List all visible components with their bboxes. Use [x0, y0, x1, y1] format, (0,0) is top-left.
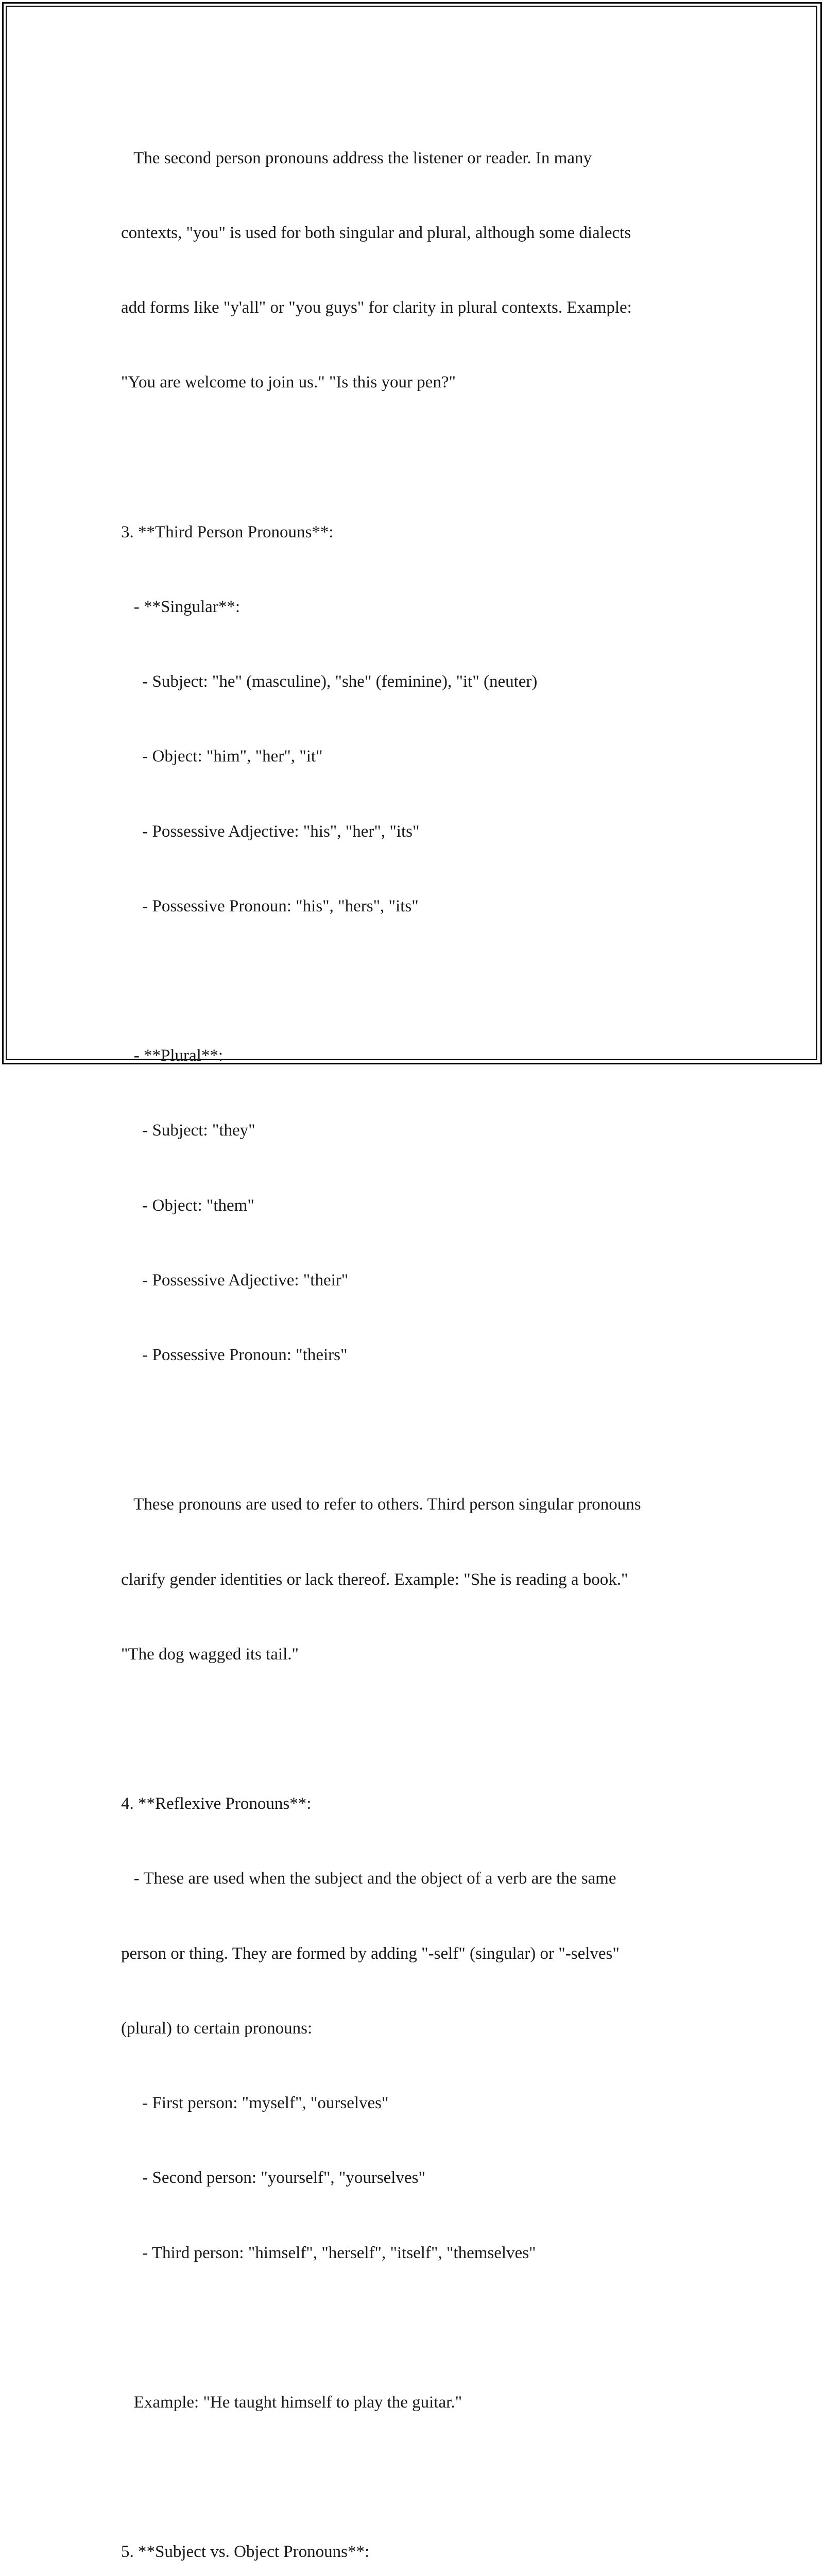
- list-item: - Object: "them": [121, 1196, 254, 1215]
- text-line: (plural) to certain pronouns:: [121, 2019, 313, 2038]
- list-item: - Possessive Pronoun: "his", "hers", "its": [121, 896, 419, 916]
- text-line: Example: "He taught himself to play the guitar.": [121, 2393, 462, 2412]
- blank-line: [121, 2465, 718, 2489]
- list-item: - These are used when the subject and the object of a verb are the same: [121, 1869, 616, 1888]
- text-line: person or thing. They are formed by adding "-self" (singular) or "-selves": [121, 1944, 620, 1963]
- list-item: - Possessive Adjective: "his", "her", "its": [121, 822, 420, 841]
- list-item: - **Plural**:: [121, 1046, 223, 1065]
- blank-line: [121, 2315, 718, 2340]
- blank-line: [121, 1417, 718, 1442]
- text-line: The second person pronouns address the listener or reader. In many: [121, 148, 592, 167]
- text-line: "The dog wagged its tail.": [121, 1645, 299, 1664]
- list-item: - **Singular**:: [121, 598, 240, 617]
- section-heading: 5. **Subject vs. Object Pronouns**:: [121, 2543, 370, 2562]
- section-heading: 3. **Third Person Pronouns**:: [121, 522, 334, 541]
- list-item: - Object: "him", "her", "it": [121, 747, 323, 766]
- list-item: - Possessive Pronoun: "theirs": [121, 1346, 348, 1365]
- list-item: - Second person: "yourself", "yourselves": [121, 2168, 425, 2188]
- list-item: - Subject: "he" (masculine), "she" (feminine), "it" (neuter): [121, 672, 538, 691]
- list-item: - Possessive Adjective: "their": [121, 1270, 349, 1290]
- document-body: [121, 96, 718, 2576]
- blank-line: [121, 445, 718, 470]
- text-line: These pronouns are used to refer to others. Third person singular pronouns: [121, 1495, 641, 1514]
- blank-line: [121, 1717, 718, 1741]
- text-line: add forms like "y'all" or "you guys" for clarity in plural contexts. Example:: [121, 298, 632, 317]
- section-heading: 4. **Reflexive Pronouns**:: [121, 1794, 312, 1814]
- text-line: "You are welcome to join us." "Is this your pen?": [121, 373, 456, 392]
- list-item: - Third person: "himself", "herself", "itself", "themselves": [121, 2243, 536, 2262]
- text-line: clarify gender identities or lack thereof. Example: "She is reading a book.": [121, 1570, 628, 1589]
- blank-line: [121, 969, 718, 993]
- text-line: contexts, "you" is used for both singular and plural, although some dialects: [121, 224, 631, 243]
- list-item: - First person: "myself", "ourselves": [121, 2094, 389, 2113]
- list-item: - Subject: "they": [121, 1121, 255, 1140]
